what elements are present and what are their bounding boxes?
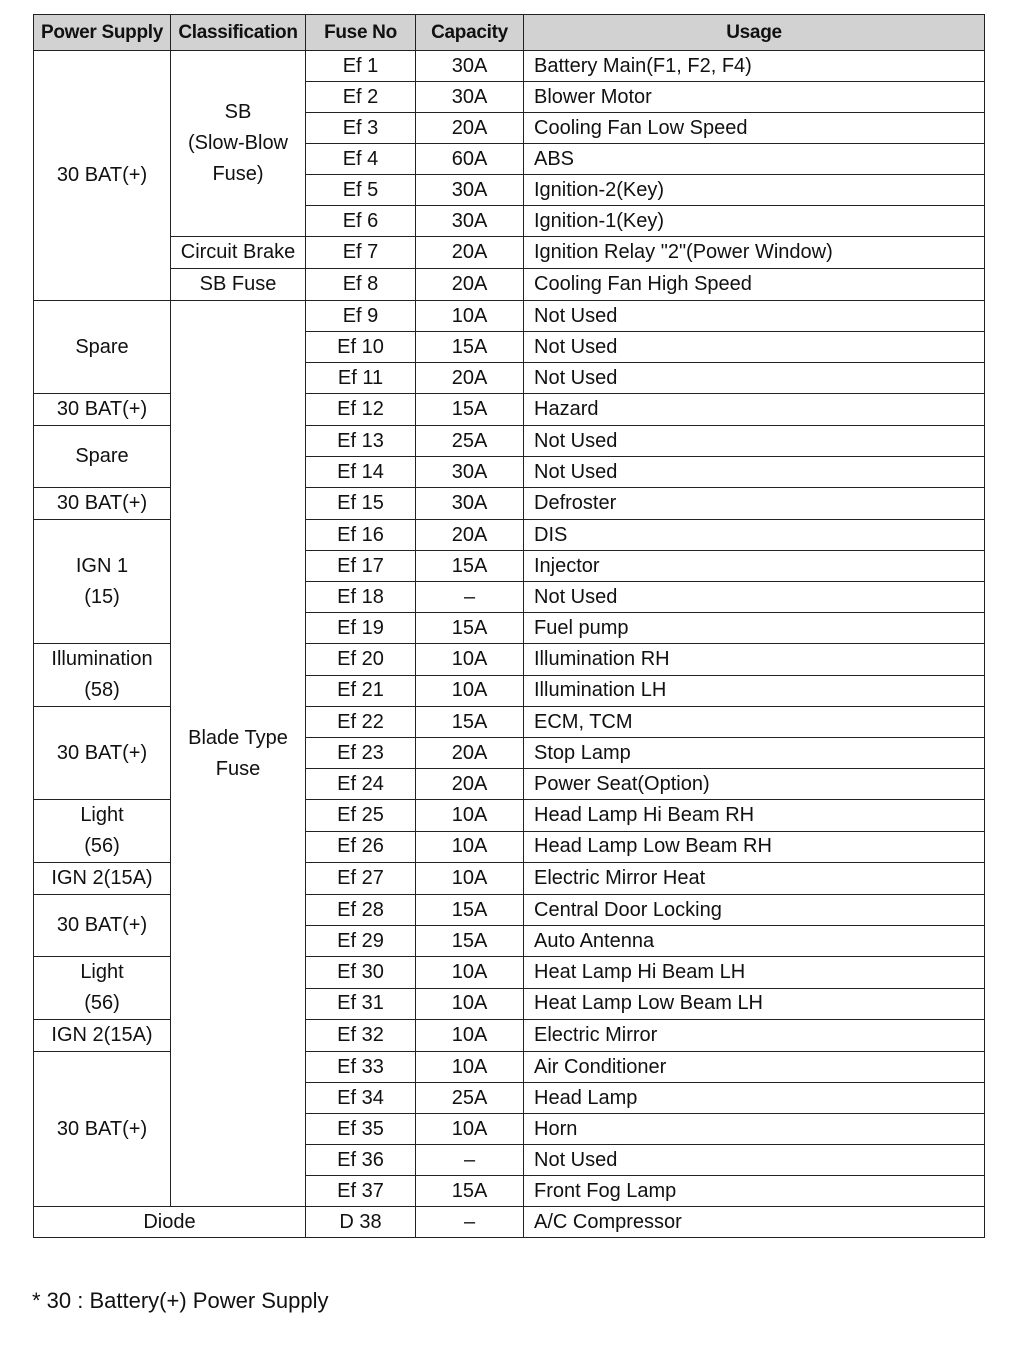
power-supply-cell-line: Light [80, 961, 124, 983]
power-supply-cell-line: IGN 1 [75, 554, 129, 577]
usage-cell: Horn [524, 1114, 985, 1145]
capacity-cell: 10A [416, 800, 524, 832]
capacity-cell: 25A [416, 1083, 524, 1114]
fuse-no-cell: Ef 2 [306, 82, 416, 113]
capacity-cell: 30A [416, 175, 524, 206]
fuse-no-cell: Ef 27 [306, 863, 416, 895]
fuse-no-cell: Ef 4 [306, 144, 416, 175]
usage-cell: Not Used [524, 582, 985, 613]
classification-cell [171, 51, 306, 237]
power-supply-cell-line: (15) [84, 585, 120, 608]
fuse-no-cell: Ef 13 [306, 426, 416, 457]
usage-cell: Heat Lamp Hi Beam LH [524, 957, 985, 989]
capacity-cell: 15A [416, 926, 524, 957]
capacity-cell: 20A [416, 520, 524, 551]
fuse-no-cell: Ef 3 [306, 113, 416, 144]
fuse-no-cell: Ef 6 [306, 206, 416, 237]
usage-cell: Hazard [524, 394, 985, 426]
fuse-no-cell: Ef 35 [306, 1114, 416, 1145]
capacity-cell: 10A [416, 644, 524, 676]
usage-cell: Front Fog Lamp [524, 1176, 985, 1207]
fuse-no-cell: Ef 31 [306, 988, 416, 1020]
power-supply-cell-line: Light [80, 804, 124, 826]
fuse-no-cell: Ef 14 [306, 457, 416, 488]
capacity-cell: 10A [416, 301, 524, 332]
classification-cell-line: Fuse [215, 757, 261, 780]
usage-cell: ABS [524, 144, 985, 175]
fuse-no-cell: Ef 16 [306, 520, 416, 551]
capacity-cell: 15A [416, 394, 524, 426]
usage-cell: Not Used [524, 457, 985, 488]
diode-label: Diode [34, 1207, 306, 1238]
capacity-cell: 10A [416, 1020, 524, 1052]
fuse-no-cell: Ef 10 [306, 332, 416, 363]
usage-cell: Not Used [524, 363, 985, 394]
power-supply-cell-line: IGN 2(15A) [51, 867, 153, 889]
usage-cell: Ignition-1(Key) [524, 206, 985, 237]
usage-cell: Defroster [524, 488, 985, 520]
fuse-no-cell: Ef 21 [306, 675, 416, 707]
usage-cell: A/C Compressor [524, 1207, 985, 1238]
classification-cell [171, 237, 306, 269]
power-supply-cell-line: 30 BAT(+) [56, 741, 148, 764]
usage-cell: Electric Mirror Heat [524, 863, 985, 895]
usage-cell: Ignition Relay "2"(Power Window) [524, 237, 985, 269]
capacity-cell: 60A [416, 144, 524, 175]
usage-cell: Illumination RH [524, 644, 985, 676]
power-supply-cell [34, 800, 171, 863]
capacity-cell: 20A [416, 237, 524, 269]
capacity-cell: 20A [416, 363, 524, 394]
header-fuse-no: Fuse No [306, 15, 416, 51]
capacity-cell: 30A [416, 51, 524, 82]
power-supply-cell [34, 520, 171, 644]
usage-cell: Head Lamp Low Beam RH [524, 831, 985, 863]
usage-cell: ECM, TCM [524, 707, 985, 738]
classification-cell [171, 269, 306, 301]
fuse-no-cell: D 38 [306, 1207, 416, 1238]
fuse-table-body [34, 51, 985, 1238]
classification-cell-line: Circuit Brake [180, 241, 296, 263]
capacity-cell: 15A [416, 707, 524, 738]
fuse-no-cell: Ef 5 [306, 175, 416, 206]
usage-cell: Heat Lamp Low Beam LH [524, 988, 985, 1020]
capacity-cell: 15A [416, 551, 524, 582]
power-supply-cell-line: 30 BAT(+) [56, 492, 148, 514]
classification-cell-line: SB Fuse [199, 273, 277, 295]
power-supply-cell [34, 644, 171, 707]
power-supply-cell [34, 301, 171, 394]
power-supply-cell [34, 488, 171, 520]
fuse-no-cell: Ef 9 [306, 301, 416, 332]
capacity-cell: 30A [416, 206, 524, 237]
capacity-cell: 10A [416, 831, 524, 863]
capacity-cell: – [416, 1207, 524, 1238]
table-row [34, 1207, 985, 1238]
fuse-no-cell: Ef 11 [306, 363, 416, 394]
power-supply-cell-line: Spare [75, 445, 129, 467]
fuse-no-cell: Ef 33 [306, 1052, 416, 1083]
fuse-no-cell: Ef 36 [306, 1145, 416, 1176]
capacity-cell: 20A [416, 269, 524, 301]
capacity-cell: 10A [416, 1114, 524, 1145]
table-row [34, 51, 985, 82]
classification-cell-line: SB [224, 101, 252, 123]
usage-cell: Power Seat(Option) [524, 769, 985, 800]
power-supply-cell-line: (56) [84, 992, 120, 1014]
power-supply-cell-line: Spare [75, 335, 129, 358]
usage-cell: Head Lamp [524, 1083, 985, 1114]
usage-cell: Battery Main(F1, F2, F4) [524, 51, 985, 82]
fuse-no-cell: Ef 8 [306, 269, 416, 301]
capacity-cell: 15A [416, 613, 524, 644]
fuse-no-cell: Ef 18 [306, 582, 416, 613]
usage-cell: Cooling Fan High Speed [524, 269, 985, 301]
power-supply-cell-line: (58) [84, 679, 120, 701]
power-supply-cell [34, 426, 171, 488]
capacity-cell: 15A [416, 895, 524, 926]
header-classification: Classification [171, 15, 306, 51]
power-supply-cell [34, 895, 171, 957]
power-supply-cell-line: Illumination [51, 648, 153, 670]
usage-cell: Illumination LH [524, 675, 985, 707]
fuse-no-cell: Ef 34 [306, 1083, 416, 1114]
fuse-no-cell: Ef 12 [306, 394, 416, 426]
power-supply-cell [34, 957, 171, 1020]
fuse-table [33, 14, 985, 1238]
capacity-cell: 15A [416, 332, 524, 363]
fuse-no-cell: Ef 15 [306, 488, 416, 520]
capacity-cell: 10A [416, 863, 524, 895]
capacity-cell: – [416, 582, 524, 613]
fuse-no-cell: Ef 20 [306, 644, 416, 676]
power-supply-cell [34, 863, 171, 895]
usage-cell: Not Used [524, 1145, 985, 1176]
footnote: * 30 : Battery(+) Power Supply [32, 1288, 329, 1313]
fuse-no-cell: Ef 37 [306, 1176, 416, 1207]
classification-cell-line: Blade Type [188, 726, 288, 749]
power-supply-cell-line: 30 BAT(+) [56, 914, 148, 936]
fuse-no-cell: Ef 26 [306, 831, 416, 863]
fuse-no-cell: Ef 1 [306, 51, 416, 82]
power-supply-cell-line: IGN 2(15A) [51, 1024, 153, 1046]
capacity-cell: 10A [416, 957, 524, 989]
capacity-cell: 20A [416, 113, 524, 144]
power-supply-cell [34, 707, 171, 800]
usage-cell: Auto Antenna [524, 926, 985, 957]
usage-cell: Not Used [524, 332, 985, 363]
classification-cell-line: (Slow-Blow [187, 132, 289, 154]
header-row [34, 15, 985, 51]
capacity-cell: 15A [416, 1176, 524, 1207]
capacity-cell: 20A [416, 769, 524, 800]
fuse-no-cell: Ef 32 [306, 1020, 416, 1052]
power-supply-cell-line: 30 BAT(+) [56, 1117, 148, 1140]
header-power-supply: Power Supply [34, 15, 171, 51]
power-supply-cell-line: 30 BAT(+) [56, 398, 148, 420]
fuse-no-cell: Ef 29 [306, 926, 416, 957]
table-row [34, 237, 985, 269]
usage-cell: DIS [524, 520, 985, 551]
capacity-cell: 30A [416, 82, 524, 113]
header-usage: Usage [524, 15, 985, 51]
fuse-no-cell: Ef 19 [306, 613, 416, 644]
power-supply-cell-line: (56) [84, 835, 120, 857]
fuse-no-cell: Ef 7 [306, 237, 416, 269]
usage-cell: Blower Motor [524, 82, 985, 113]
header-capacity: Capacity [416, 15, 524, 51]
capacity-cell: 30A [416, 488, 524, 520]
table-row [34, 301, 985, 332]
capacity-cell: – [416, 1145, 524, 1176]
capacity-cell: 30A [416, 457, 524, 488]
classification-cell-line: Fuse) [212, 163, 264, 185]
usage-cell: Fuel pump [524, 613, 985, 644]
power-supply-cell [34, 51, 171, 301]
usage-cell: Cooling Fan Low Speed [524, 113, 985, 144]
fuse-no-cell: Ef 17 [306, 551, 416, 582]
fuse-no-cell: Ef 24 [306, 769, 416, 800]
capacity-cell: 20A [416, 738, 524, 769]
capacity-cell: 10A [416, 988, 524, 1020]
usage-cell: Head Lamp Hi Beam RH [524, 800, 985, 832]
capacity-cell: 25A [416, 426, 524, 457]
fuse-no-cell: Ef 30 [306, 957, 416, 989]
usage-cell: Central Door Locking [524, 895, 985, 926]
power-supply-cell-line: 30 BAT(+) [56, 164, 148, 186]
usage-cell: Ignition-2(Key) [524, 175, 985, 206]
fuse-no-cell: Ef 28 [306, 895, 416, 926]
fuse-no-cell: Ef 22 [306, 707, 416, 738]
usage-cell: Not Used [524, 426, 985, 457]
power-supply-cell [34, 394, 171, 426]
usage-cell: Electric Mirror [524, 1020, 985, 1052]
classification-cell [171, 301, 306, 1207]
power-supply-cell [34, 1020, 171, 1052]
fuse-no-cell: Ef 23 [306, 738, 416, 769]
usage-cell: Injector [524, 551, 985, 582]
table-row [34, 269, 985, 301]
usage-cell: Air Conditioner [524, 1052, 985, 1083]
fuse-no-cell: Ef 25 [306, 800, 416, 832]
usage-cell: Stop Lamp [524, 738, 985, 769]
capacity-cell: 10A [416, 675, 524, 707]
power-supply-cell [34, 1052, 171, 1207]
capacity-cell: 10A [416, 1052, 524, 1083]
usage-cell: Not Used [524, 301, 985, 332]
